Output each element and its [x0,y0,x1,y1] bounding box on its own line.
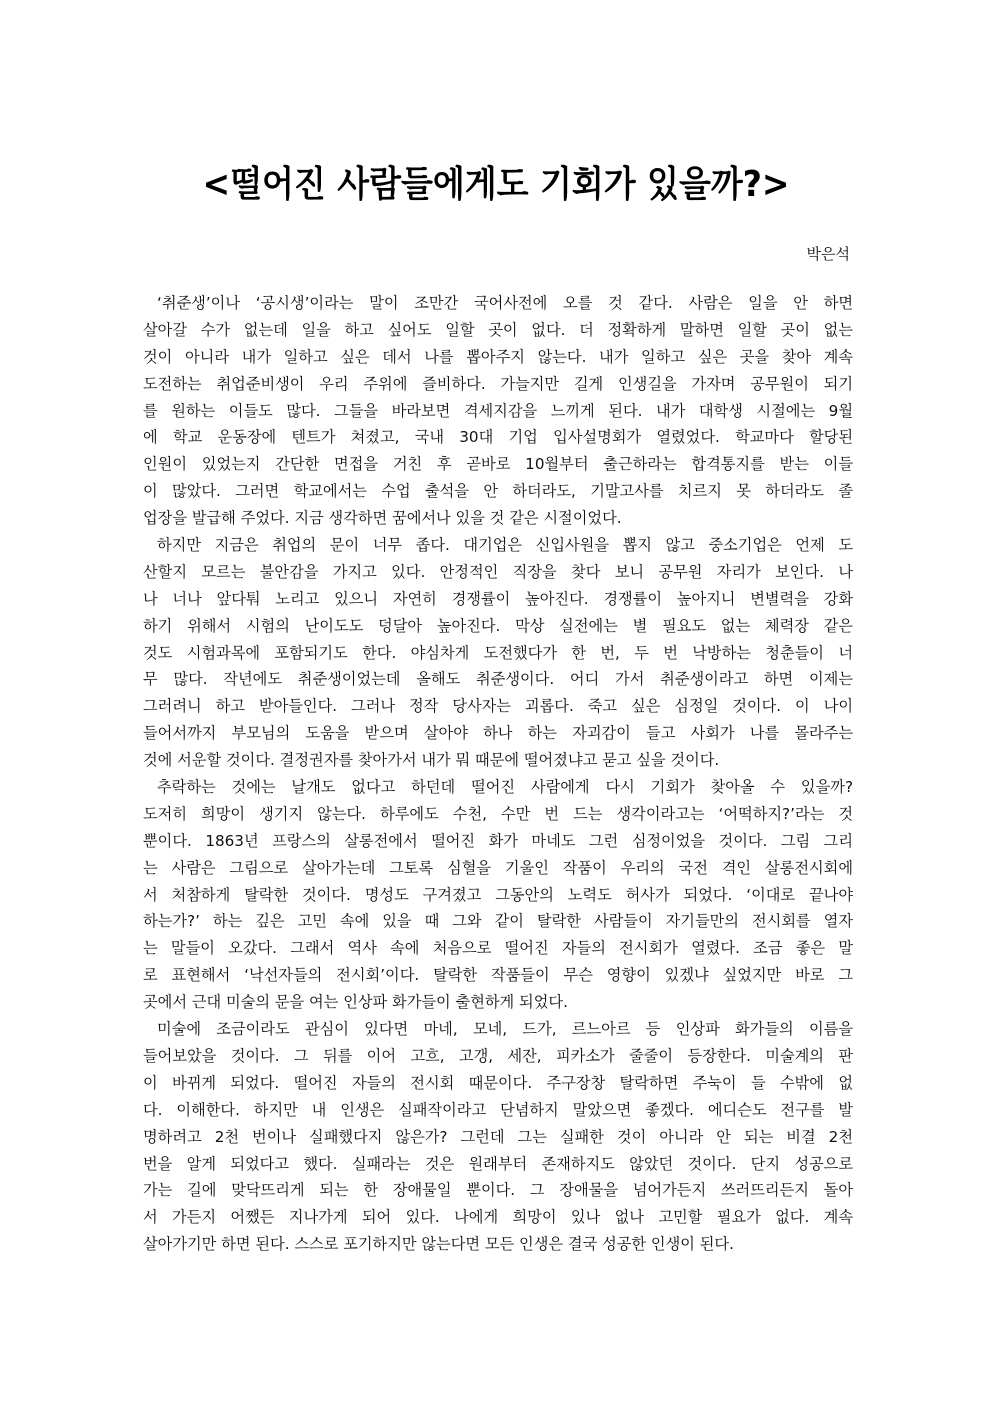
text-line: 업장을 발급해 주었다. 지금 생각하면 꿈에서나 있을 것 같은 시절이었다. [143,509,622,528]
text-line: 도저히 희망이 생기지 않는다. 하루에도 수천, 수만 번 드는 생각이라고는 ‘어떡하지?’라는 것 [143,804,853,823]
text-line: 는 말들이 오갔다. 그래서 역사 속에 처음으로 떨어진 자들의 전시회가 열렸다. 조금 좋은 말 [143,939,853,958]
text-line: 그러려니 하고 받아들인다. 그러나 정작 당사자는 괴롭다. 죽고 싶은 심정일 것이다. 이 나이 [143,697,853,716]
paragraph-1 [143,290,853,532]
document-title: <떨어진 사람들에게도 기회가 있을까?> [202,162,790,205]
text-line: ‘취준생’이나 ‘공시생’이라는 말이 조만간 국어사전에 오를 것 같다. 사람은 일을 안 하면 [157,294,853,312]
text-line: 나 너나 앞다퉈 노리고 있으니 자연히 경쟁률이 높아진다. 경쟁률이 높아지니 변별력을 강화 [143,589,853,608]
text-line: 살아가기만 하면 된다. 스스로 포기하지만 않는다면 모든 인생은 결국 성공한 인생이 된다. [143,1235,734,1254]
paragraph-4 [143,1016,853,1258]
text-line: 들어보았을 것이다. 그 뒤를 이어 고흐, 고갱, 세잔, 피카소가 줄줄이 등장한다. 미술계의 판 [143,1046,853,1065]
text-line: 뿐이다. 1863년 프랑스의 살롱전에서 떨어진 화가 마네도 그런 심정이었을 것이다. 그림 그리 [143,831,853,850]
text-line: 곳에서 근대 미술의 문을 여는 인상파 화가들이 출현하게 되었다. [143,993,568,1012]
text-line: 서 처참하게 탈락한 것이다. 명성도 구겨졌고 그동안의 노력도 허사가 되었다. ‘이대로 끝나야 [143,885,853,904]
text-line: 것이 아니라 내가 일하고 싶은 데서 나를 뽑아주지 않는다. 내가 일하고 싶은 곳을 찾아 계속 [143,347,853,366]
paragraph-2 [143,532,853,774]
text-line: 가는 길에 맞닥뜨리게 되는 한 장애물일 뿐이다. 그 장애물을 넘어가든지 쓰러뜨리든지 돌아 [143,1181,853,1200]
text-line: 하기 위해서 시험의 난이도도 덩달아 높아진다. 막상 실전에는 별 필요도 없는 체력장 같은 [143,616,853,635]
author-name: 박은석 [806,245,850,263]
text-line: 무 많다. 작년에도 취준생이었는데 올해도 취준생이다. 어디 가서 취준생이라고 하면 이제는 [143,670,853,689]
text-line: 를 원하는 이들도 많다. 그들을 바라보면 격세지감을 느끼게 된다. 내가 대학생 시절에는 9월 [143,401,853,420]
text-line: 명하려고 2천 번이나 실패했다지 않은가? 그런데 그는 실패한 것이 아니라 안 되는 비결 2천 [143,1127,853,1146]
text-line: 는 사람은 그림으로 살아가는데 그토록 심혈을 기울인 작품이 우리의 국전 격인 살롱전시회에 [143,858,853,877]
text-line: 에 학교 운동장에 텐트가 쳐졌고, 국내 30대 기업 입사설명회가 열렸었다. 학교마다 할당된 [143,428,853,447]
text-line: 하지만 지금은 취업의 문이 너무 좁다. 대기업은 신입사원을 뽑지 않고 중소기업은 언제 도 [157,536,853,555]
paragraph-3 [143,774,853,1016]
text-line: 산할지 모르는 불안감을 가지고 있다. 안정적인 직장을 찾다 보니 공무원 자리가 보인다. 나 [143,562,853,581]
text-line: 인원이 있었는지 간단한 면접을 거친 후 곧바로 10월부터 출근하라는 합격통지를 받는 이들 [143,455,853,474]
document-body [143,290,853,1258]
text-line: 들어서까지 부모님의 도움을 받으며 살아야 하나 하는 자괴감이 들고 사회가 나를 몰라주는 [143,724,853,743]
text-line: 살아갈 수가 없는데 일을 하고 싶어도 일할 곳이 없다. 더 정확하게 말하면 일할 곳이 없는 [143,320,853,339]
text-line: 도전하는 취업준비생이 우리 주위에 즐비하다. 가늘지만 길게 인생길을 가자며 공무원이 되기 [143,374,853,393]
text-line: 서 가든지 어쨌든 지나가게 되어 있다. 나에게 희망이 있나 없나 고민할 필요가 없다. 계속 [143,1208,853,1227]
text-line: 이 많았다. 그러면 학교에서는 수업 출석을 안 하더라도, 기말고사를 치르지 못 하더라도 졸 [143,482,853,501]
text-line: 다. 이해한다. 하지만 내 인생은 실패작이라고 단념하지 말았으면 좋겠다. 에디슨도 전구를 발 [143,1100,853,1119]
text-line: 하는가?’ 하는 깊은 고민 속에 있을 때 그와 같이 탈락한 사람들이 자기들만의 전시회를 열자 [143,912,853,931]
text-line: 추락하는 것에는 날개도 없다고 하던데 떨어진 사람에게 다시 기회가 찾아올 수 있을까? [157,778,853,797]
text-line: 이 바뀌게 되었다. 떨어진 자들의 전시회 때문이다. 주구장창 탈락하면 주눅이 들 수밖에 없 [143,1073,853,1092]
text-line: 로 표현해서 ‘낙선자들의 전시회’이다. 탈락한 작품들이 무슨 영향이 있겠냐 싶었지만 바로 그 [143,966,853,985]
text-line: 번을 알게 되었다고 했다. 실패라는 것은 원래부터 존재하지도 않았던 것이다. 단지 성공으로 [143,1154,853,1173]
text-line: 미술에 조금이라도 관심이 있다면 마네, 모네, 드가, 르느아르 등 인상파 화가들의 이름을 [157,1020,853,1039]
text-line: 것도 시험과목에 포함되기도 한다. 야심차게 도전했다가 한 번, 두 번 낙방하는 청춘들이 너 [143,643,853,662]
text-line: 것에 서운할 것이다. 결정권자를 찾아가서 내가 뭐 때문에 떨어졌냐고 묻고 싶을 것이다. [143,751,720,770]
